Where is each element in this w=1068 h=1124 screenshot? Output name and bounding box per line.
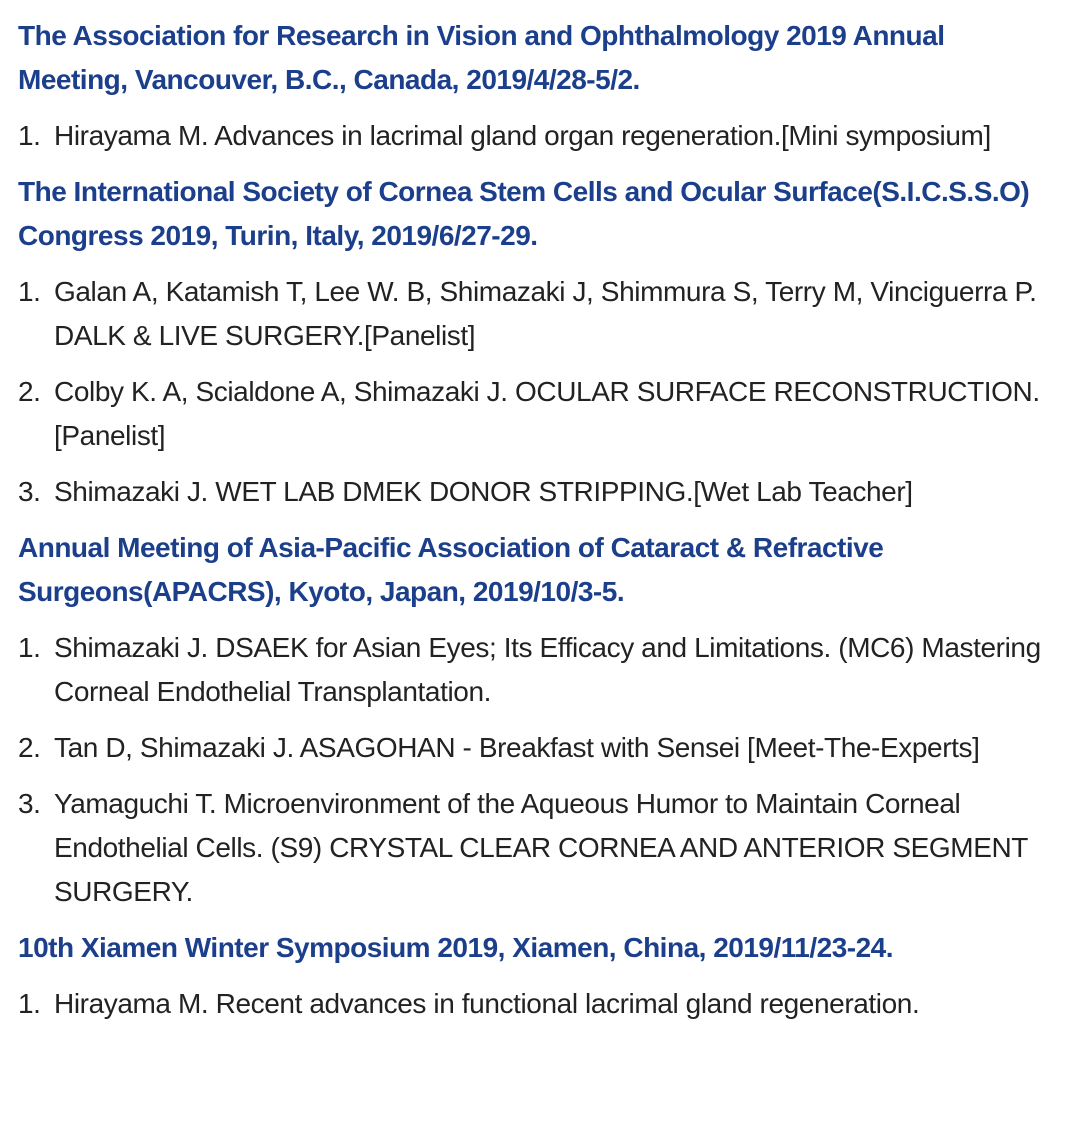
list-item [18,370,1058,458]
item-text: Hirayama M. Recent advances in functional lacrimal gland regeneration. [54,988,920,1019]
item-number: 1. [18,632,41,663]
conference-title: The Association for Research in Vision and Ophthalmology 2019 Annual Meeting, Vancouver, B.C., Canada, 2019/4/28-5/2. [18,20,945,95]
conference-section-xiamen [18,926,1068,1026]
item-number: 1. [18,276,41,307]
item-text: Colby K. A, Scialdone A, Shimazaki J. OCULAR SURFACE RECONSTRUCTION.[Panelist] [54,376,1040,451]
list-item [18,626,1058,714]
item-text: Tan D, Shimazaki J. ASAGOHAN - Breakfast with Sensei [Meet-The-Experts] [54,732,980,763]
list-item [18,726,1058,770]
item-number: 1. [18,120,41,151]
item-text: Galan A, Katamish T, Lee W. B, Shimazaki J, Shimmura S, Terry M, Vinciguerra P. DALK & LIVE SURGERY.[Panelist] [54,276,1037,351]
section-spacer [18,514,1068,526]
section-spacer [18,914,1068,926]
list-item [18,114,1058,158]
item-number: 3. [18,788,41,819]
item-number: 2. [18,376,41,407]
item-text: Shimazaki J. DSAEK for Asian Eyes; Its Efficacy and Limitations. (MC6) Mastering Corneal Endothelial Transplantation. [54,632,1041,707]
conference-title: Annual Meeting of Asia-Pacific Association of Cataract & Refractive Surgeons(APACRS), Kyoto, Japan, 2019/10/3-5. [18,532,884,607]
item-text: Shimazaki J. WET LAB DMEK DONOR STRIPPING.[Wet Lab Teacher] [54,476,913,507]
section-spacer [18,158,1068,170]
list-item [18,782,1058,914]
list-item [18,982,1058,1026]
conference-section-arvo [18,14,1068,170]
conference-section-apacrs [18,526,1068,926]
list-item [18,470,1058,514]
item-number: 2. [18,732,41,763]
item-number: 1. [18,988,41,1019]
list-item [18,270,1058,358]
conference-section-sicsso [18,170,1068,526]
conference-title: The International Society of Cornea Stem Cells and Ocular Surface(S.I.C.S.S.O) Congress 2019, Turin, Italy, 2019/6/27-29. [18,176,1030,251]
conference-title: 10th Xiamen Winter Symposium 2019, Xiamen, China, 2019/11/23-24. [18,932,894,963]
item-text: Hirayama M. Advances in lacrimal gland organ regeneration.[Mini symposium] [54,120,991,151]
item-number: 3. [18,476,41,507]
item-text: Yamaguchi T. Microenvironment of the Aqueous Humor to Maintain Corneal Endothelial Cells. (S9) CRYSTAL CLEAR CORNEA AND ANTERIOR SEGMENT SURGERY. [54,788,1028,907]
